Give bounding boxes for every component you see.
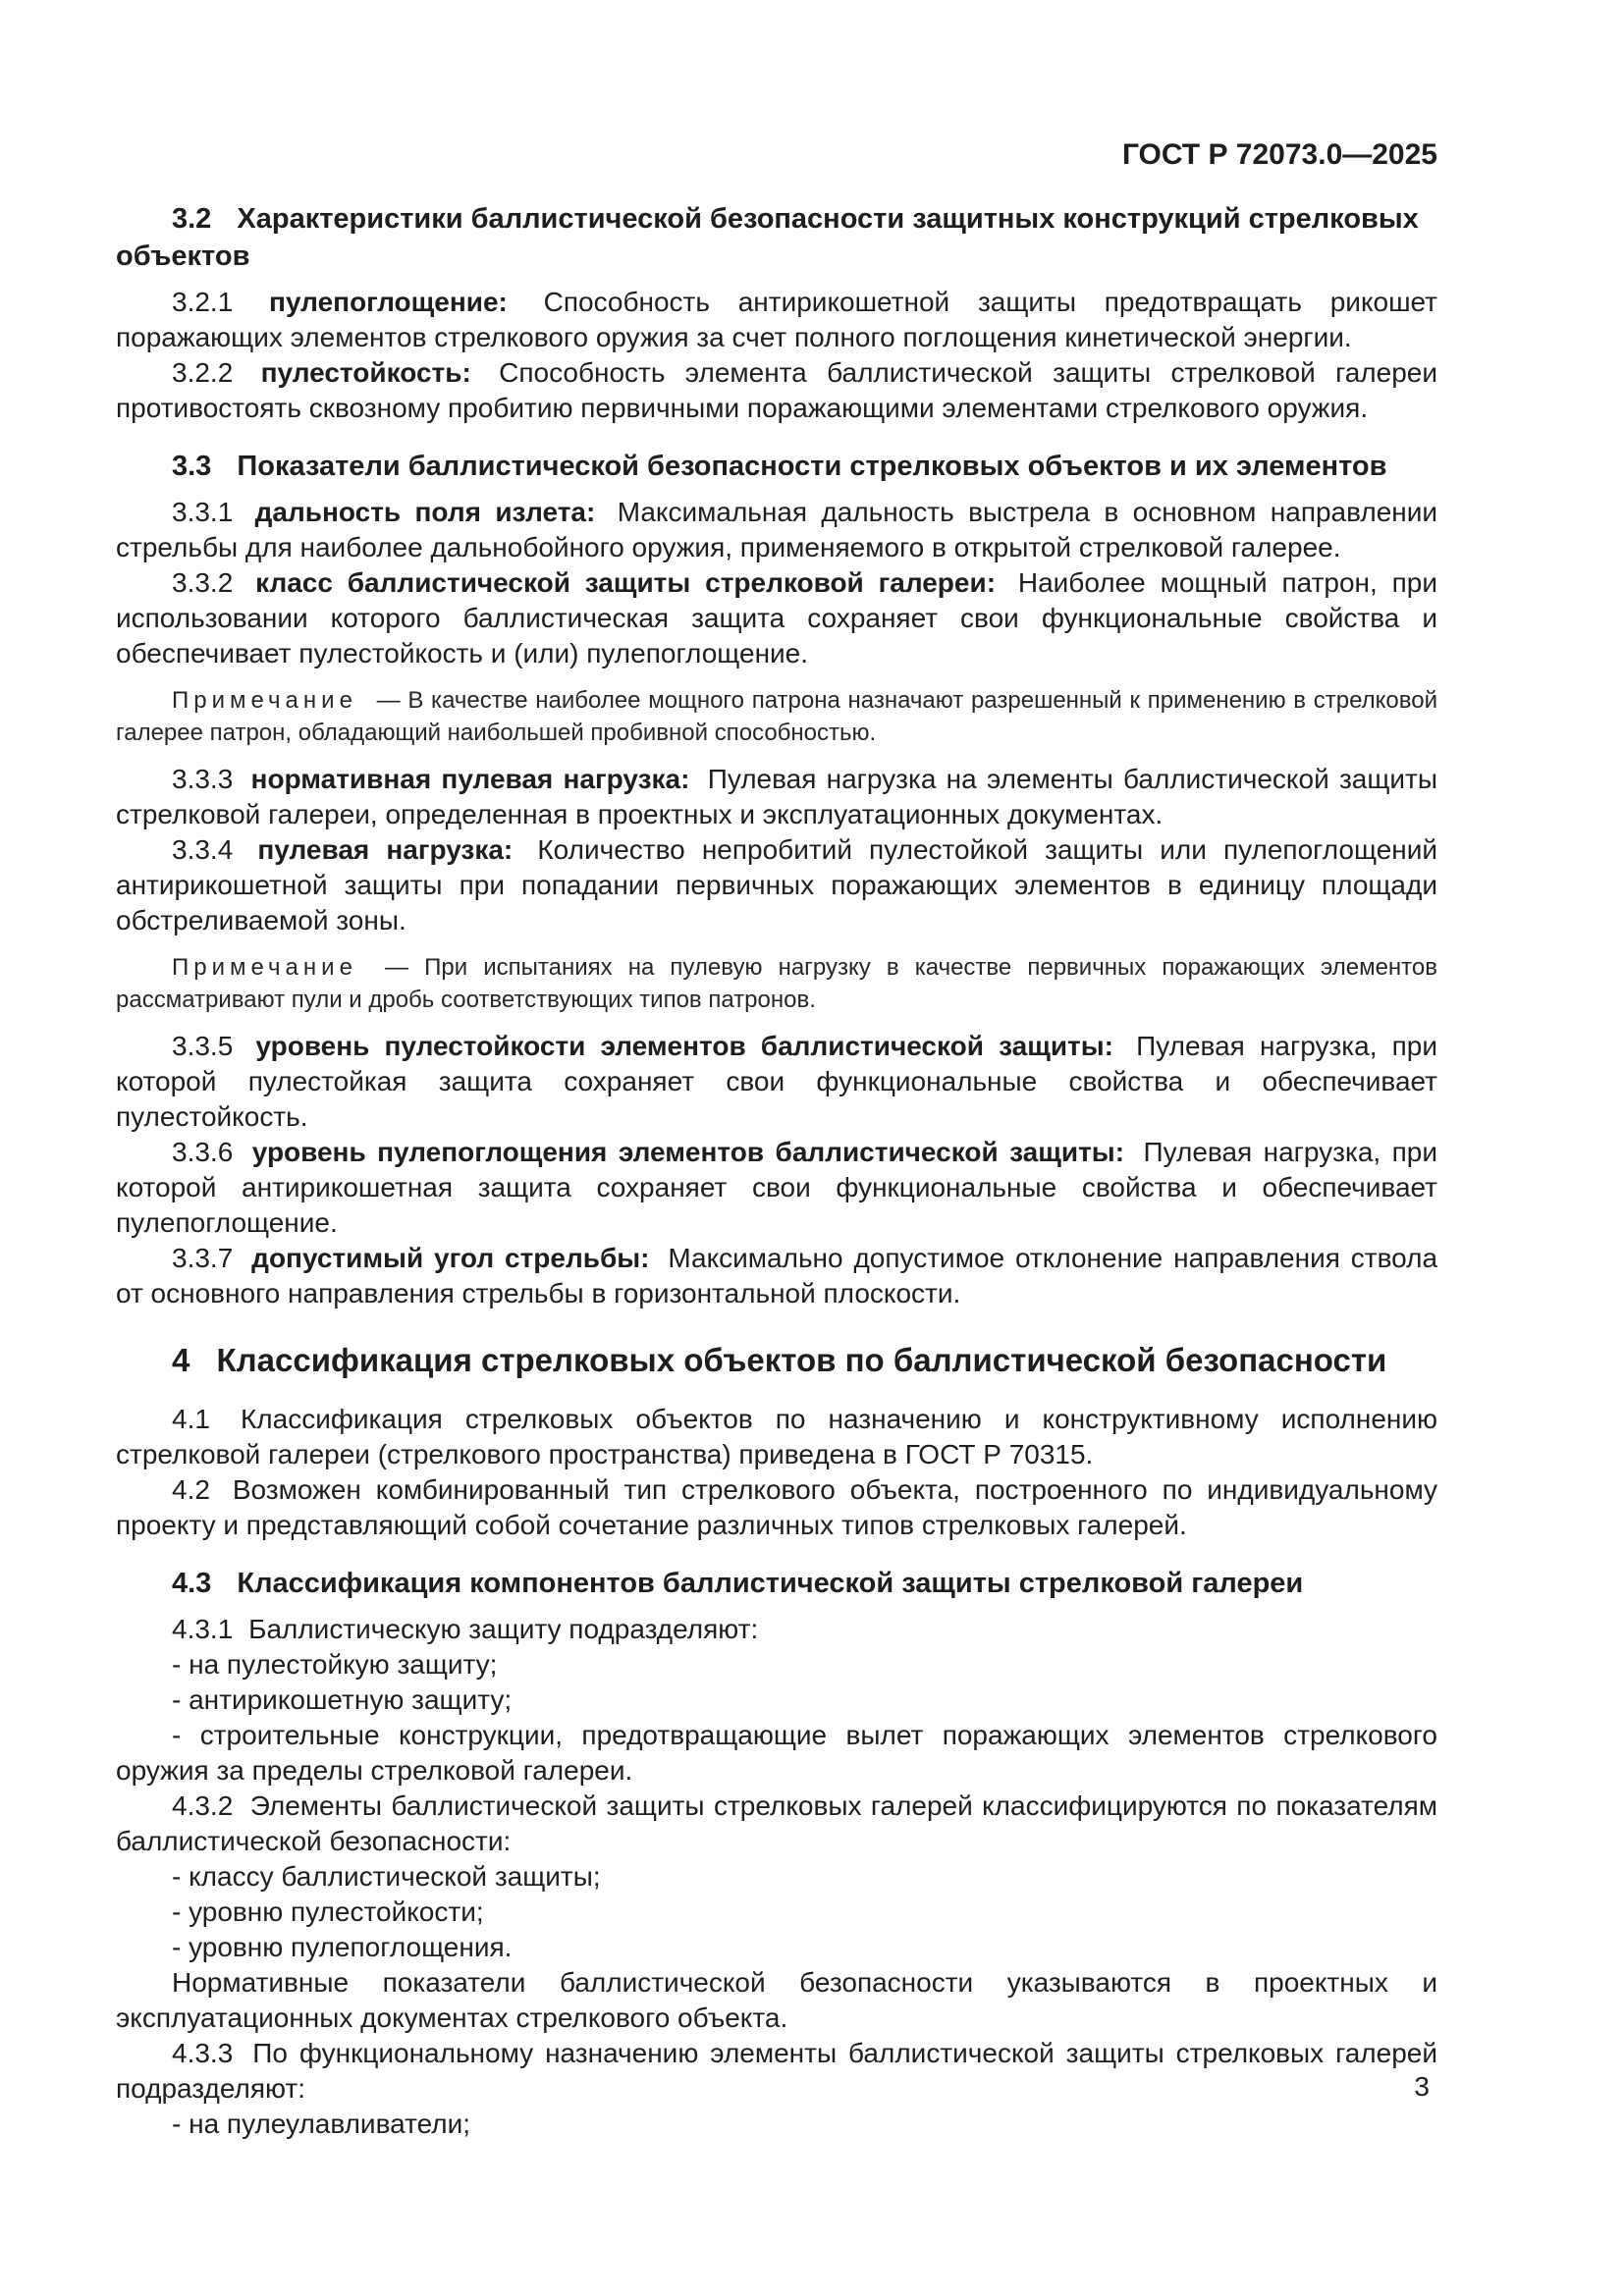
defined-term: пулепоглощение: (269, 287, 508, 317)
section-3-3-number: 3.3 (172, 451, 212, 482)
para-number: 4.3.3 (172, 2038, 234, 2068)
para-number: 3.3.5 (172, 1031, 234, 1061)
para-number: 3.3.1 (172, 497, 234, 527)
section-3-2-number: 3.2 (172, 203, 212, 235)
definition-text: Наиболее мощный патрон, при использовании которого баллистическая защита сохраняет свои функциональные свойства и обеспечивает пулестойкость и (или) пулепоглощение. (116, 567, 1437, 668)
defined-term: класс баллистической защиты стрелковой галереи: (255, 567, 997, 598)
para-3-3-4 (116, 832, 1437, 938)
para-3-3-5 (116, 1029, 1437, 1135)
para-number: 4.1 (172, 1404, 210, 1434)
note-1 (116, 684, 1437, 749)
para-number: 3.3.2 (172, 567, 234, 598)
para-number: 3.3.4 (172, 834, 234, 865)
para-3-2-2 (116, 355, 1437, 426)
para-number: 3.2.1 (172, 287, 234, 317)
para-number: 4.3.1 (172, 1614, 234, 1644)
section-4-number: 4 (172, 1342, 190, 1378)
section-3-3-title: Показатели баллистической безопасности стрелковых объектов и их элементов (237, 451, 1387, 482)
para-number: 3.3.7 (172, 1243, 234, 1273)
section-4-3-heading (116, 1565, 1437, 1602)
section-4-3-number: 4.3 (172, 1568, 212, 1599)
para-4-3-2 (116, 1789, 1437, 1859)
section-4-3-title: Классификация компонентов баллистической защиты стрелковой галереи (237, 1568, 1304, 1599)
para-number: 4.2 (172, 1474, 210, 1505)
definition-text: Способность элемента баллистической защиты стрелковой галереи противостоять сквозному пробитию первичными поражающими элементами стрелкового оружия. (116, 357, 1437, 423)
list-item: - уровню пулепоглощения. (172, 1932, 513, 1962)
list-item: - антирикошетную защиту; (172, 1684, 513, 1715)
defined-term: нормативная пулевая нагрузка: (250, 764, 690, 794)
para-3-3-2 (116, 565, 1437, 671)
para-text: Элементы баллистической защиты стрелковых галерей классифицируются по показателям баллистической безопасности: (116, 1790, 1437, 1856)
definition-text: Способность антирикошетной защиты предотвращать рикошет поражающих элементов стрелкового оружия за счет полного поглощения кинетической энергии. (116, 287, 1438, 352)
para-number: 3.3.6 (172, 1137, 234, 1167)
definition-text: Количество непробитий пулестойкой защиты или пулепоглощений антирикошетной защиты при попадании первичных поражающих элементов в единицу площади обстреливаемой зоны. (116, 834, 1438, 935)
defined-term: пулестойкость: (260, 357, 471, 388)
page-number: 3 (1414, 2071, 1430, 2102)
defined-term: допустимый угол стрельбы: (251, 1243, 650, 1273)
note-text: — При испытаниях на пулевую нагрузку в качестве первичных поражающих элементов рассматривают пули и дробь соответствующих типов патронов. (116, 954, 1438, 1013)
note-2 (116, 951, 1437, 1016)
para-text: По функциональному назначению элементы баллистической защиты стрелковых галерей подразделяют: (116, 2038, 1437, 2104)
list-item: - уровню пулестойкости; (172, 1896, 484, 1927)
section-4-heading (116, 1339, 1437, 1382)
para-4-1 (116, 1402, 1437, 1472)
para-text: Баллистическую защиту подразделяют: (248, 1614, 759, 1644)
para-number: 4.3.2 (172, 1790, 234, 1821)
doc-header: ГОСТ Р 72073.0—2025 (1121, 138, 1437, 171)
para-4-2 (116, 1472, 1437, 1543)
definition-text: Пулевая нагрузка на элементы баллистической защиты стрелковой галереи, определенная в проектных и эксплуатационных документах. (116, 764, 1437, 829)
para-4-3-2-normative: Нормативные показатели баллистической безопасности указываются в проектных и эксплуатационных документах стрелкового объекта. (116, 1967, 1437, 2033)
section-3-2-heading (116, 200, 1437, 275)
para-3-2-1 (116, 285, 1437, 355)
para-3-3-7 (116, 1241, 1437, 1311)
defined-term: пулевая нагрузка: (257, 834, 514, 865)
para-3-3-1 (116, 495, 1437, 565)
para-4-3-3 (116, 2036, 1437, 2107)
definition-text: Максимальная дальность выстрела в основном направлении стрельбы для наиболее дальнобойного оружия, применяемого в открытой стрелковой галерее. (116, 497, 1438, 562)
defined-term: дальность поля излета: (254, 497, 596, 527)
para-text: Классификация стрелковых объектов по назначению и конструктивному исполнению стрелковой галереи (стрелкового пространства) приведена в ГОСТ Р 70315. (116, 1404, 1437, 1469)
definition-text: Пулевая нагрузка, при которой антирикошетная защита сохраняет свои функциональные свойства и обеспечивает пулепоглощение. (116, 1137, 1438, 1238)
note-label: Примечание (172, 954, 357, 981)
section-3-2-title: Характеристики баллистической безопасности защитных конструкций стрелковых объектов (116, 203, 1419, 272)
definition-text: Пулевая нагрузка, при которой пулестойкая защита сохраняет свои функциональные свойства и обеспечивает пулестойкость. (116, 1031, 1437, 1132)
para-text: Возможен комбинированный тип стрелкового объекта, построенного по индивидуальному проекту и представляющий собой сочетание различных типов стрелковых галерей. (116, 1474, 1438, 1540)
note-label: Примечание (172, 687, 357, 714)
note-text: — В качестве наиболее мощного патрона назначают разрешенный к применению в стрелковой галерее патрон, обладающий наибольшей пробивной способностью. (116, 687, 1437, 746)
defined-term: уровень пулепоглощения элементов баллистической защиты: (251, 1137, 1125, 1167)
para-number: 3.3.3 (172, 764, 234, 794)
list-item: - строительные конструкции, предотвращающие вылет поражающих элементов стрелкового оружия за пределы стрелковой галереи. (116, 1720, 1437, 1786)
section-4-title: Классификация стрелковых объектов по баллистической безопасности (216, 1342, 1387, 1378)
para-4-3-1 (116, 1612, 1437, 1647)
definition-text: Максимально допустимое отклонение направления ствола от основного направления стрельбы в горизонтальной плоскости. (116, 1243, 1438, 1308)
para-3-3-6 (116, 1135, 1437, 1241)
defined-term: уровень пулестойкости элементов баллистической защиты: (255, 1031, 1113, 1061)
list-item: - на пулеулавливатели; (172, 2109, 470, 2139)
section-3-3-heading (116, 448, 1437, 485)
list-item: - классу баллистической защиты; (172, 1861, 601, 1892)
para-number: 3.2.2 (172, 357, 234, 388)
list-item: - на пулестойкую защиту; (172, 1649, 498, 1680)
para-3-3-3 (116, 762, 1437, 832)
